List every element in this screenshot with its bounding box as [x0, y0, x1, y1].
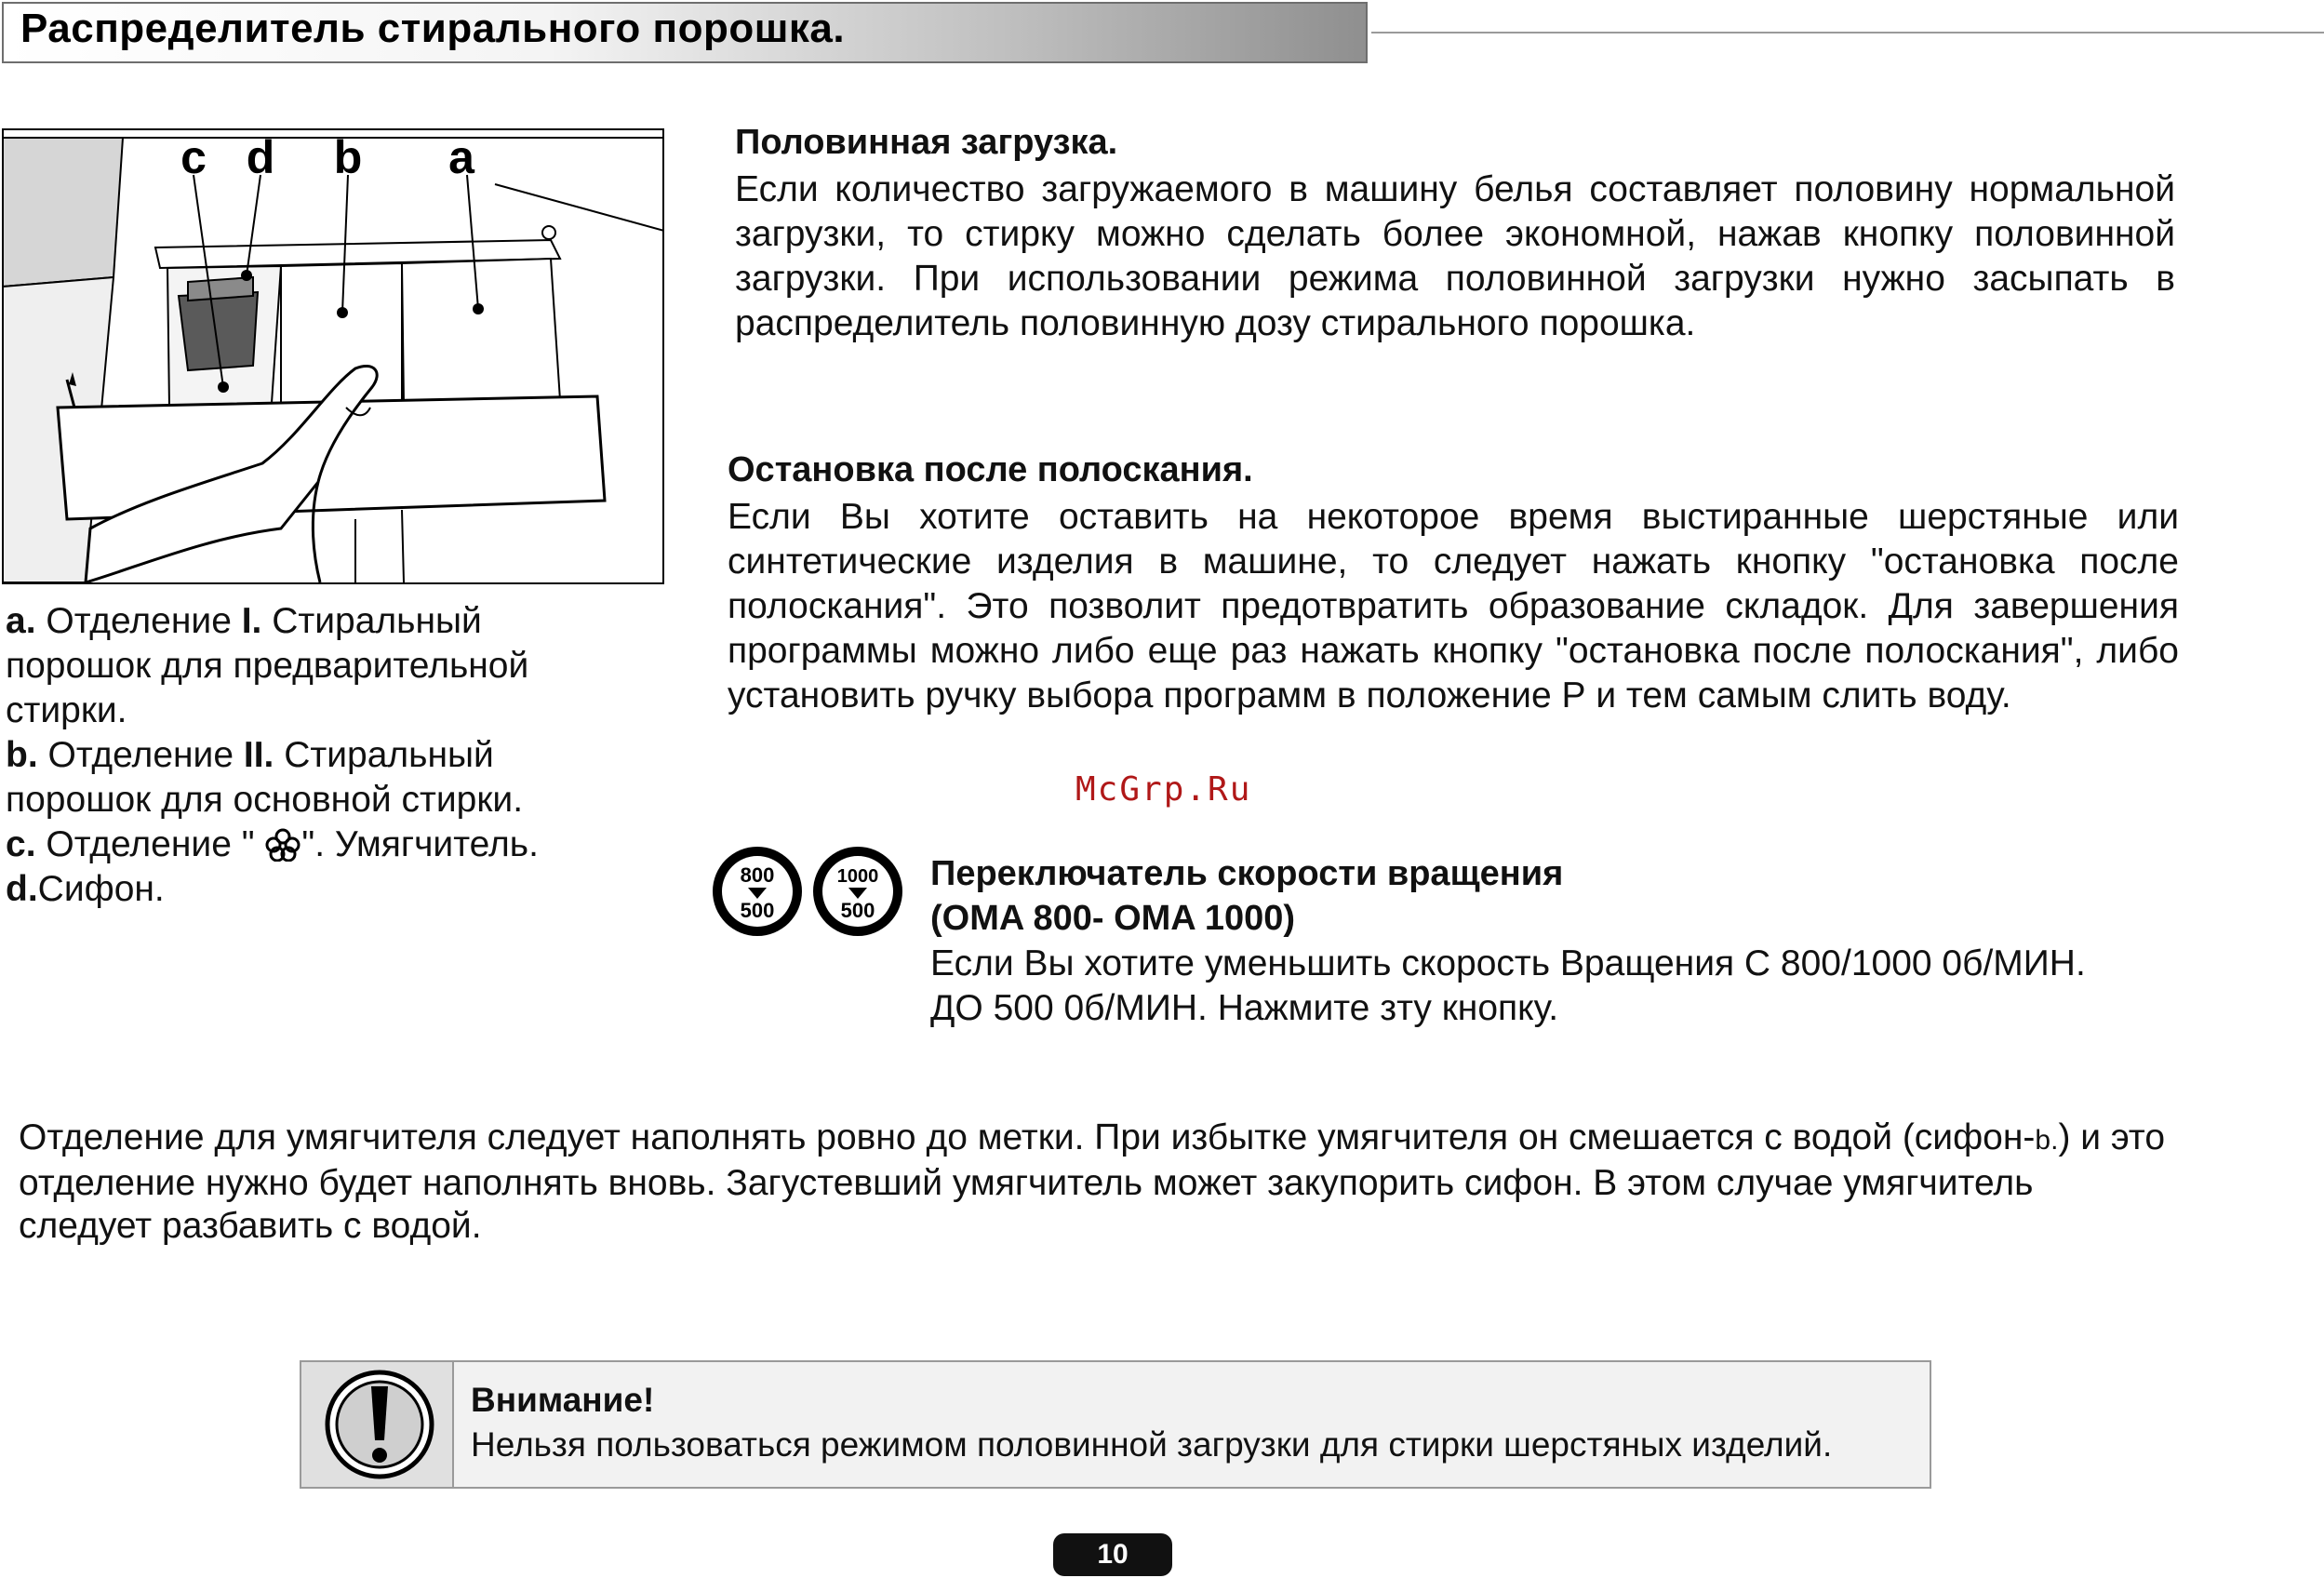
warning-heading: Внимание! [471, 1381, 655, 1419]
legend-line: порошок для основной стирки. [6, 780, 524, 820]
exclamation-icon [321, 1366, 438, 1483]
page-title: Распределитель стирального порошка. [20, 6, 846, 51]
softener-sub: b. [2035, 1125, 2059, 1156]
spin-800-icon [713, 847, 802, 936]
rinse-stop-text: Если Вы хотите оставить на некоторое время выстиранные шерстяные или синтетические изделия в машине, то следует нажать кнопку "остановка после полоскания". Это позволит предотвратить образование складок. Для завершения программы можно либо еще раз нажать кнопку "остановка после полоскания", либо установить ручку выбора программ в положение Р и тем самым слить воду. [728, 497, 2179, 715]
rinse-stop-heading: Остановка после полоскания. [728, 450, 1253, 489]
half-load-heading: Половинная загрузка. [735, 123, 1118, 162]
spin-models: (OMA 800- OMA 1000) [930, 899, 1296, 938]
siphon-insert [179, 292, 258, 370]
flower-softener-icon [264, 828, 301, 862]
label-c: c [180, 131, 207, 183]
spin-speed-icons [709, 841, 910, 942]
header-rule [1371, 32, 2324, 33]
legend-line: стирки. [6, 690, 127, 730]
legend-item-d: d.Сифон. [6, 869, 165, 909]
compartment-a [402, 259, 560, 404]
spin-text [930, 942, 2196, 1031]
label-a: a [448, 131, 474, 183]
label-d: d [246, 131, 275, 183]
spin-line: Если Вы хотите уменьшить скорость Вращения С 800/1000 0б/МИН. [930, 943, 2086, 983]
svg-text:1000: 1000 [836, 866, 879, 887]
svg-text:500: 500 [840, 899, 875, 922]
legend-line: порошок для предварительной [6, 646, 529, 686]
half-load-text: Если количество загружаемого в машину белья составляет половину нормальной загрузки, то стирку можно сделать более экономной, нажав кнопку половинной загрузки. При использовании режима половинной загрузки нужно засыпать в распределитель половинную дозу стирального порошка. [735, 169, 2175, 343]
watermark: McGrp.Ru [1075, 770, 1252, 809]
softener-note: Отделение для умягчителя следует наполнять ровно до метки. При избытке умягчителя он смешается с водой (сифон-b.) и это отделение нужно будет наполнять вновь. Загустевший умягчитель может закупорить сифон. В этом случае умягчитель следует разбавить с водой. [19, 1117, 2166, 1246]
svg-text:800: 800 [740, 863, 775, 887]
svg-text:500: 500 [740, 899, 775, 922]
drawer-legend [6, 599, 657, 912]
legend-item-a: a. Отделение I. Стиральный [6, 601, 482, 641]
label-b: b [333, 131, 363, 183]
legend-item-c: c. Отделение " ". Умягчитель. [6, 824, 539, 864]
legend-item-b: b. Отделение II. Стиральный [6, 735, 494, 775]
spin-1000-icon [813, 847, 902, 936]
warning-text: Нельзя пользоваться режимом половинной загрузки для стирки шерстяных изделий. [471, 1425, 1833, 1464]
warning-box [300, 1360, 1931, 1489]
spin-heading: Переключатель скорости вращения [930, 854, 1564, 893]
side-panel [3, 138, 123, 287]
spin-line: ДО 500 0б/МИН. Нажмите зту кнопку. [930, 988, 1559, 1028]
detergent-drawer-illustration [2, 128, 664, 584]
page-number: 10 [1053, 1533, 1172, 1576]
